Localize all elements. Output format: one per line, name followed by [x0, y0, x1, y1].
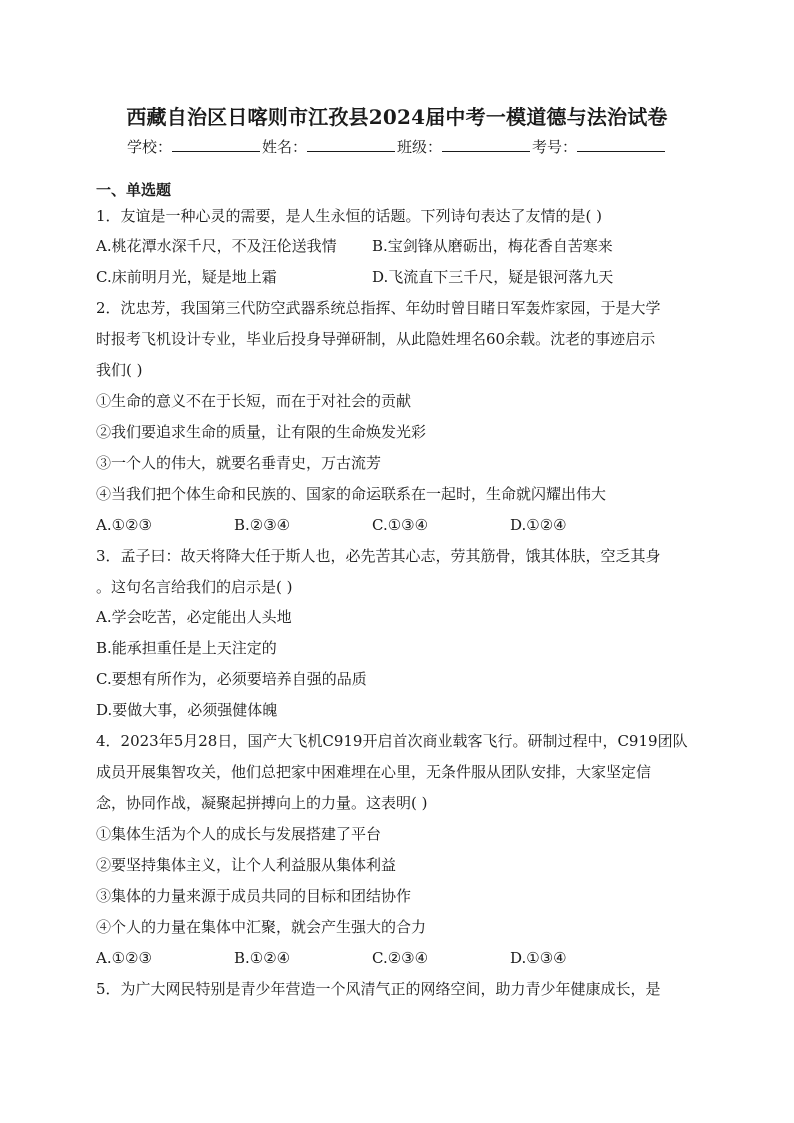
- q4-option-a: A.①②③: [96, 949, 152, 967]
- q3-option-b: B.能承担重任是上天注定的: [96, 639, 277, 657]
- q2-statement-4: ④当我们把个体生命和民族的、国家的命运联系在一起时，生命就闪耀出伟大: [96, 485, 607, 503]
- q4-statement-2: ②要坚持集体主义，让个人利益服从集体利益: [96, 856, 397, 874]
- q5-stem-line1: 5．为广大网民特别是青少年营造一个风清气正的网络空间，助力青少年健康成长，是: [96, 980, 661, 998]
- q1-option-b: B.宝剑锋从磨砺出，梅花香自苦寒来: [372, 237, 613, 255]
- class-label: 班级：: [397, 138, 443, 156]
- q4-stem-line2: 成员开展集智攻关，他们总把家中困难埋在心里，无条件服从团队安排，大家坚定信: [96, 763, 652, 781]
- name-label: 姓名：: [261, 138, 307, 156]
- q2-statement-3: ③一个人的伟大，就要名垂青史，万古流芳: [96, 454, 382, 472]
- q1-option-a: A.桃花潭水深千尺，不及汪伦送我情: [96, 237, 337, 255]
- q3-option-d: D.要做大事，必须强健体魄: [96, 701, 278, 719]
- q2-option-a: A.①②③: [96, 516, 152, 534]
- school-blank: [172, 137, 260, 152]
- class-blank: [442, 137, 530, 152]
- q4-statement-1: ①集体生活为个人的成长与发展搭建了平台: [96, 825, 382, 843]
- q2-option-c: C.①③④: [372, 516, 429, 534]
- q1-stem: 1．友谊是一种心灵的需要，是人生永恒的话题。下列诗句表达了友情的是( ): [96, 207, 603, 225]
- q4-statement-4: ④个人的力量在集体中汇聚，就会产生强大的合力: [96, 918, 427, 936]
- q3-option-c: C.要想有所作为，必须要培养自强的品质: [96, 670, 367, 688]
- q1-option-d: D.飞流直下三千尺，疑是银河落九天: [372, 268, 614, 286]
- q2-stem-line3: 我们( ): [96, 361, 143, 379]
- q4-stem-line3: 念，协同作战，凝聚起拼搏向上的力量。这表明( ): [96, 794, 428, 812]
- q2-option-d: D.①②④: [510, 516, 567, 534]
- q4-option-c: C.②③④: [372, 949, 429, 967]
- q4-option-d: D.①③④: [510, 949, 567, 967]
- name-blank: [307, 137, 395, 152]
- q2-stem-line2: 时报考飞机设计专业，毕业后投身导弹研制，从此隐姓埋名60余载。沈老的事迹启示: [96, 330, 656, 348]
- q4-stem-line1: 4．2023年5月28日，国产大飞机C919开启首次商业载客飞行。研制过程中，C919团队: [96, 732, 688, 750]
- q1-option-c: C.床前明月光，疑是地上霜: [96, 268, 277, 286]
- q2-statement-1: ①生命的意义不在于长短，而在于对社会的贡献: [96, 392, 412, 410]
- q4-statement-3: ③集体的力量来源于成员共同的目标和团结协作: [96, 887, 412, 905]
- q3-stem-line1: 3．孟子曰：故天将降大任于斯人也，必先苦其心志，劳其筋骨，饿其体肤，空乏其身: [96, 547, 661, 565]
- q3-stem-line2: 。这句名言给我们的启示是( ): [96, 578, 293, 596]
- q3-option-a: A.学会吃苦，必定能出人头地: [96, 608, 292, 626]
- q2-stem-line1: 2．沈忠芳，我国第三代防空武器系统总指挥、年幼时曾目睹日军轰炸家园，于是大学: [96, 299, 661, 317]
- exam-title: 西藏自治区日喀则市江孜县2024届中考一模道德与法治试卷: [126, 105, 668, 129]
- school-label: 学校：: [126, 138, 172, 156]
- exam-no-label: 考号：: [532, 138, 578, 156]
- q2-option-b: B.②③④: [234, 516, 291, 534]
- exam-no-blank: [577, 137, 665, 152]
- q2-statement-2: ②我们要追求生命的质量，让有限的生命焕发光彩: [96, 423, 427, 441]
- q4-option-b: B.①②④: [234, 949, 291, 967]
- student-info-row: [0, 136, 794, 157]
- section-heading: 一、单选题: [96, 181, 172, 199]
